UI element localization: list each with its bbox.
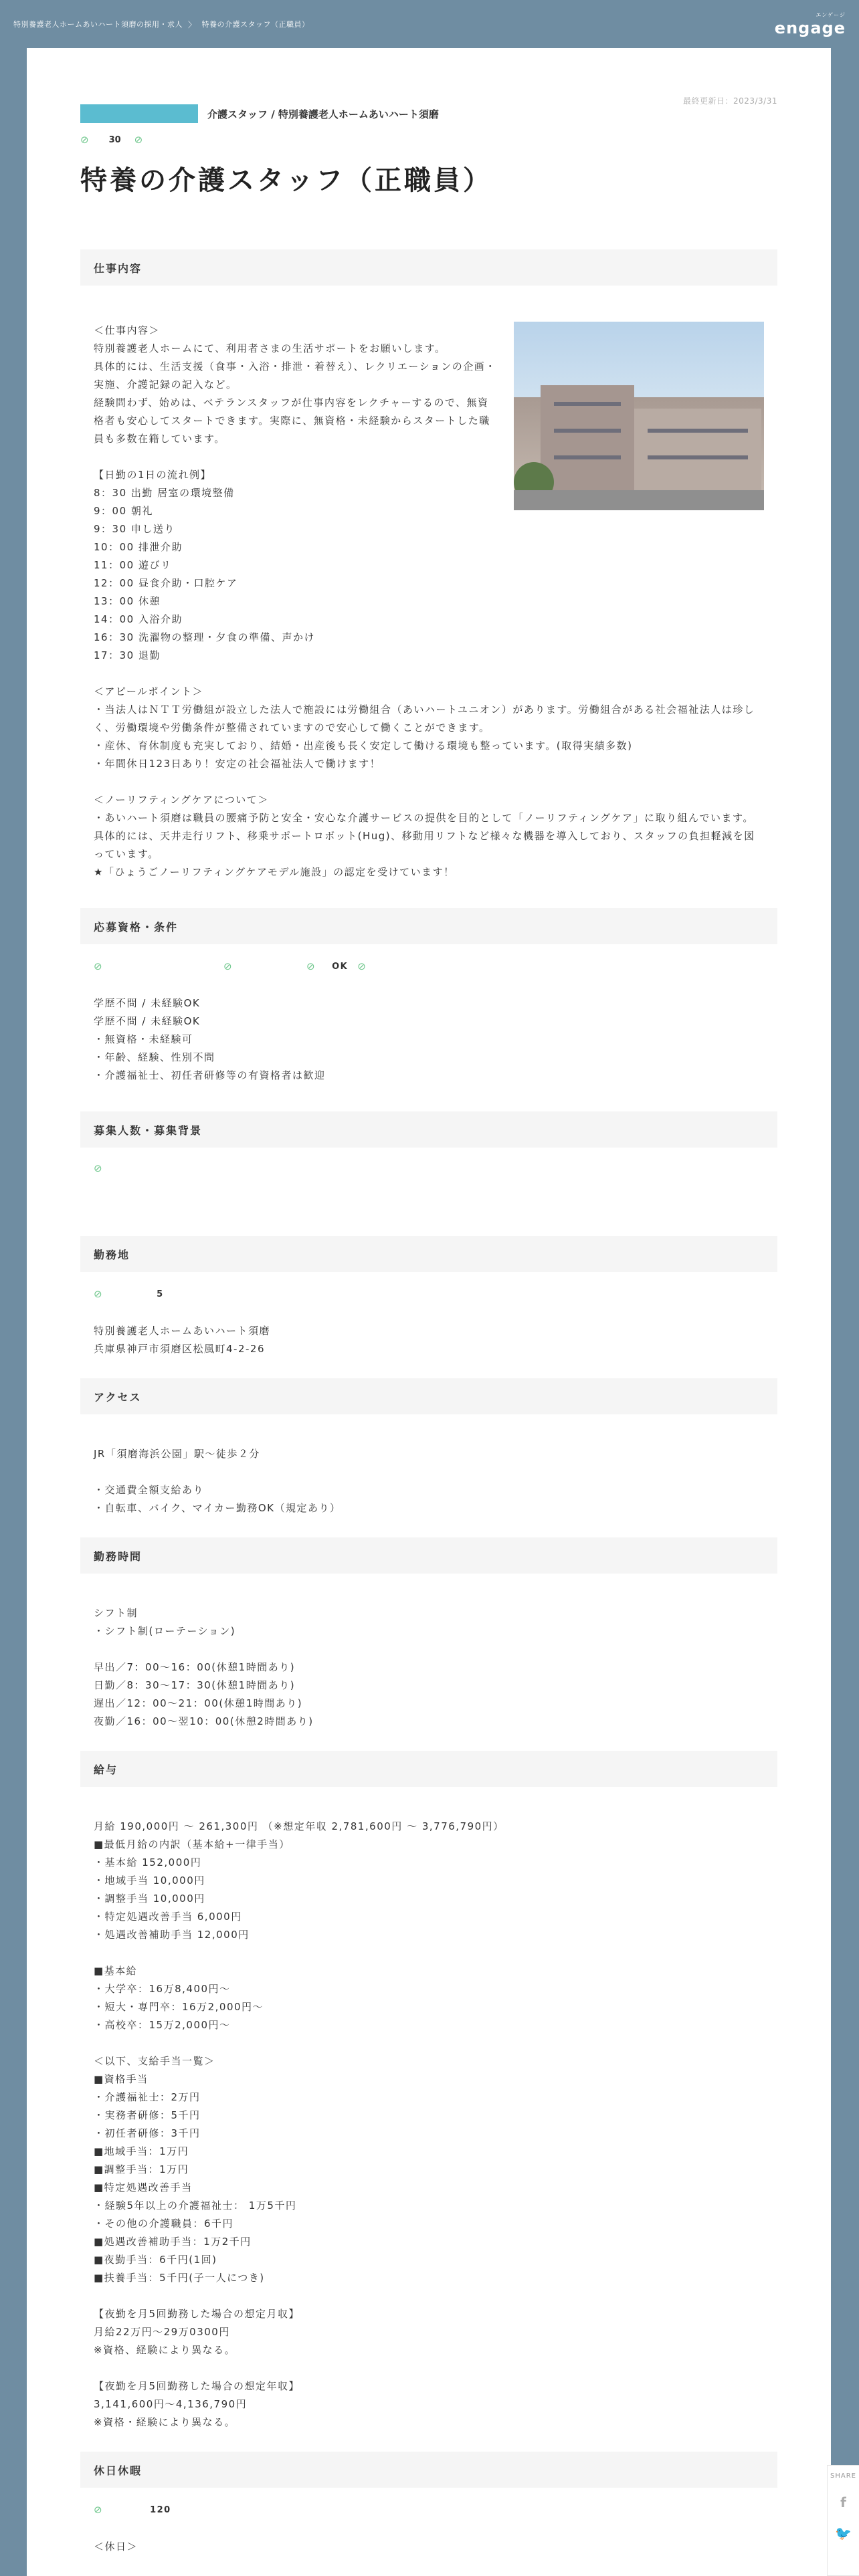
category-color-bar <box>80 104 198 123</box>
top-bar <box>0 0 859 48</box>
last-updated: 最終更新日：2023/3/31 <box>682 96 777 106</box>
work-schedule: 【日勤の1日の流れ例】 8：30 出勤 居室の環境整備 9：00 朝礼 9：30 申し送り 10：00 排泄介助 11：00 遊びリ 12：00 昼食介助・口腔ケア 13：00 休憩 14：00 入浴介助 16：30 洗濯物の整理・夕食の準備、声かけ 17：30 退勤 <box>94 469 315 661</box>
requirement-tags <box>94 958 764 976</box>
share-label: SHARE <box>830 2472 856 2480</box>
breadcrumb-current: 特養の介護スタッフ（正職員） <box>201 20 310 29</box>
section-heading: 募集人数・募集背景 <box>80 1111 777 1148</box>
work-nolift: ＜ノーリフティングケアについて＞ ・あいハート須磨は職員の腰痛予防と安全・安心な介護サービスの提供を目的として「ノーリフティングケア」に取り組んでいます。具体的には、天井走行リフト、移乗サポートロボット(Hug)、移動用リフトなど様々な機器を導入しており、スタッフの負担軽減を図っています。 ★「ひょうごノーリフティングケアモデル施設」の認定を受けています！ <box>94 794 755 878</box>
section-recruit <box>80 1111 777 1220</box>
section-location <box>80 1236 777 1358</box>
section-requirements <box>80 908 777 1085</box>
check-circle-icon: ⊘ <box>94 2504 104 2516</box>
check-circle-icon: ⊘ <box>80 134 89 146</box>
check-circle-icon: ⊘ <box>306 960 316 972</box>
hours-text: シフト制 ・シフト制(ローテーション) 早出／7：00～16：00(休憩1時間あり) 日勤／8：30～17：30(休憩1時間あり) 遅出／12：00～21：00(休憩1時間あり) 夜勤／16：00～翌10：00(休憩2時間あり) <box>94 1607 314 1727</box>
breadcrumb-company-link[interactable]: 特別養護老人ホームあいハート須磨の採用・求人 <box>13 20 183 29</box>
section-body <box>80 1160 777 1220</box>
section-hours <box>80 1537 777 1731</box>
section-body <box>80 1604 777 1731</box>
section-body <box>80 958 777 1085</box>
requirement-tag <box>306 958 348 976</box>
section-work <box>80 249 777 881</box>
twitter-icon[interactable]: 🐦 <box>835 2525 852 2541</box>
access-text: JR「須磨海浜公園」駅～徒歩２分 ・交通費全額支給あり ・自転車、バイク、マイカー勤務OK（規定あり） <box>94 1448 341 1514</box>
breadcrumb-separator: 〉 <box>188 19 197 29</box>
section-heading: 勤務地 <box>80 1236 777 1272</box>
engage-logo[interactable] <box>775 11 846 37</box>
section-body <box>80 2501 777 2556</box>
section-body <box>80 1285 777 1358</box>
check-circle-icon: ⊘ <box>134 134 143 146</box>
section-heading: 休日休暇 <box>80 2452 777 2488</box>
section-body <box>80 1818 777 2432</box>
job-tags <box>80 134 777 146</box>
job-tag <box>134 134 143 146</box>
holiday-tag-value: 120 <box>150 2505 171 2515</box>
section-access <box>80 1378 777 1517</box>
salary-text: 月給 190,000円 ～ 261,300円 （※想定年収 2,781,600円 ～ 3,776,790円） ■最低月給の内訳（基本給+一律手当） ・基本給 152,000円 ・地域手当 10,000円 ・調整手当 10,000円 ・特定処遇改善手当 6,000円 ・処遇改善補助手当 12,000円 ■基本給 ・大学卒：16万8,400円～ ・短大・専門卒：16万2,000円～ ・高校卒：15万2,000円～ ＜以下、支給手当一覧＞ ■資格手当 ・介護福祉士：2万円 ・実務者研修：5千円 ・初任者研修：3千円 ■地域手当：1万円 ■調整手当：1万円 ■特定処遇改善手当 ・経験5年以上の介護福祉士： 1万5千円 ・その他の介護職員：6千円 ■処遇改善補助手当：1万2千円 ■夜勤手当：6千円(1回) ■扶養手当：5千円(子一人につき) 【夜勤を月5回勤務した場合の想定月収】 月給22万円～29万0300円 ※資格、経験により異なる。 【夜勤を月5回勤務した場合の想定年収】 3,141,600円～4,136,790円 ※資格・経験により異なる。 <box>94 1820 504 2428</box>
section-heading: 応募資格・条件 <box>80 908 777 944</box>
requirement-tag <box>223 958 297 976</box>
facebook-icon[interactable]: f <box>840 2494 846 2510</box>
requirements-text: 学歴不問 / 未経験OK 学歴不問 / 未経験OK ・無資格・未経験可 ・年齢、経験、性別不問 ・介護福祉士、初任者研修等の有資格者は歓迎 <box>94 997 326 1081</box>
requirement-ok: OK <box>332 962 349 972</box>
share-widget <box>827 2465 859 2576</box>
location-tag-value: 5 <box>157 1289 164 1299</box>
section-heading: 給与 <box>80 1751 777 1787</box>
check-circle-icon: ⊘ <box>94 960 104 972</box>
section-body <box>80 322 777 881</box>
breadcrumb <box>13 19 310 30</box>
requirement-tag <box>357 958 367 976</box>
check-circle-icon: ⊘ <box>94 1162 104 1174</box>
section-heading: 仕事内容 <box>80 249 777 286</box>
location-text: 特別養護老人ホームあいハート須磨 兵庫県神戸市須磨区松風町4-2-26 <box>94 1325 271 1355</box>
job-card <box>27 48 831 2576</box>
holiday-text: ＜休日＞ <box>94 2541 138 2553</box>
location-tag <box>94 1285 764 1303</box>
section-holiday <box>80 2452 777 2556</box>
job-title: 特養の介護スタッフ（正職員） <box>80 165 492 196</box>
requirement-tag <box>94 958 214 976</box>
check-circle-icon: ⊘ <box>94 1288 104 1300</box>
section-body <box>80 1445 777 1517</box>
check-circle-icon: ⊘ <box>357 960 367 972</box>
logo-kana: エンゲージ <box>816 11 846 18</box>
section-heading: 勤務時間 <box>80 1537 777 1574</box>
job-tag <box>80 134 121 146</box>
check-circle-icon: ⊘ <box>223 960 233 972</box>
job-category: 介護スタッフ / 特別養護老人ホームあいハート須磨 <box>207 108 439 120</box>
logo-word: engage <box>774 18 846 37</box>
work-appeal: ＜アピールポイント＞ ・当法人はＮＴＴ労働組が設立した法人で施設には労働組合（あいハートユニオン）があります。労働組合がある社会福祉法人は珍しく、労働環境や労働条件が整備されていますので安心して働くことができます。 ・産休、育休制度も充実しており、結婚・出産後も長く安定して働ける環境も整っています。(取得実績多数) ・年間休日123日あり！安定の社会福祉法人で働けます！ <box>94 685 755 770</box>
job-tag-value: 30 <box>108 134 121 145</box>
facility-photo <box>514 322 764 510</box>
section-heading: アクセス <box>80 1378 777 1414</box>
section-salary <box>80 1751 777 2432</box>
holiday-tag <box>94 2501 764 2519</box>
work-intro: ＜仕事内容＞ 特別養護老人ホームにて、利用者さまの生活サポートをお願いします。 具体的には、生活支援（食事・入浴・排泄・着替え）、レクリエーションの企画・実施、介護記録の記入など。 経験問わず、始めは、ベテランスタッフが仕事内容をレクチャーするので、無資格者も安心してスタートできます。実際に、無資格・未経験からスタートした職員も多数在籍しています。 <box>94 324 496 445</box>
category-row <box>80 104 777 123</box>
